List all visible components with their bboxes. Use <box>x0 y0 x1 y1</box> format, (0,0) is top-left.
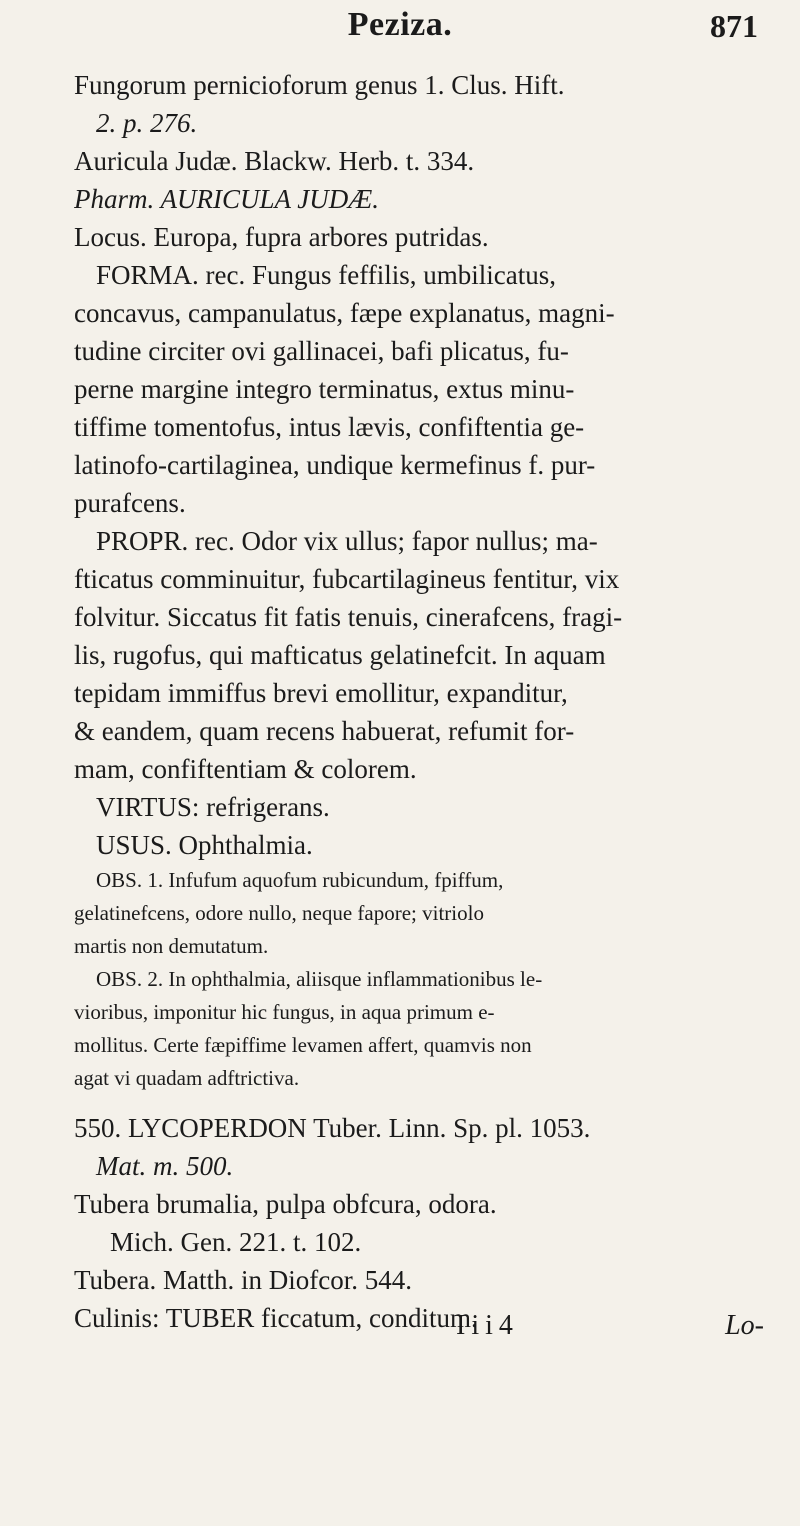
text-line: PROPR. rec. Odor vix ullus; fapor nullus; ma- <box>96 526 598 556</box>
text-line: martis non demutatum. <box>74 934 269 958</box>
text-line: & eandem, quam recens habuerat, refumit for- <box>74 716 575 746</box>
page-header <box>0 6 800 52</box>
text-line: USUS. Ophthalmia. <box>96 830 313 860</box>
text-line: OBS. 1. Infufum aquofum rubicundum, fpiffum, <box>96 868 504 892</box>
text-line: Mich. Gen. 221. t. 102. <box>110 1227 362 1257</box>
text-line: Locus. Europa, fupra arbores putridas. <box>74 222 489 252</box>
text-line: Tubera. Matth. in Diofcor. 544. <box>74 1265 412 1295</box>
page-footer <box>74 1310 764 1350</box>
text-line: fticatus comminuitur, fubcartilagineus fentitur, vix <box>74 564 620 594</box>
text-line: folvitur. Siccatus fit fatis tenuis, cinerafcens, fragi- <box>74 602 623 632</box>
section-gap <box>74 1095 764 1109</box>
text-line: tiffime tomentofus, intus lævis, confiftentia ge- <box>74 412 585 442</box>
text-line: tudine circiter ovi gallinacei, bafi plicatus, fu- <box>74 336 569 366</box>
text-line: 2. p. 276. <box>96 108 198 138</box>
text-line: vioribus, imponitur hic fungus, in aqua primum e- <box>74 1000 495 1024</box>
text-line: gelatinefcens, odore nullo, neque fapore; vitriolo <box>74 901 484 925</box>
text-line: Pharm. AURICULA JUDÆ. <box>74 184 380 214</box>
text-line: agat vi quadam adftrictiva. <box>74 1066 300 1090</box>
text-line: latinofo-cartilaginea, undique kermefinus f. pur- <box>74 450 596 480</box>
signature-mark: Iii4 <box>456 1310 519 1341</box>
text-line: perne margine integro terminatus, extus minu- <box>74 374 575 404</box>
text-line: concavus, campanulatus, fæpe explanatus, magni- <box>74 298 615 328</box>
page-body <box>74 66 764 1337</box>
text-line: OBS. 2. In ophthalmia, aliisque inflammationibus le- <box>96 967 543 991</box>
text-line: mam, confiftentiam & colorem. <box>74 754 417 784</box>
text-line: Auricula Judæ. Blackw. Herb. t. 334. <box>74 146 475 176</box>
text-line: Mat. m. 500. <box>96 1151 234 1181</box>
text-line: tepidam immiffus brevi emollitur, expanditur, <box>74 678 568 708</box>
page-number: 871 <box>710 8 758 44</box>
running-title: Peziza. <box>347 6 453 43</box>
text-line: Tubera brumalia, pulpa obfcura, odora. <box>74 1189 497 1219</box>
text-line: VIRTUS: refrigerans. <box>96 792 330 822</box>
text-line: lis, rugofus, qui mafticatus gelatinefcit. In aquam <box>74 640 606 670</box>
text-line: 550. LYCOPERDON Tuber. Linn. Sp. pl. 1053. <box>74 1113 591 1143</box>
text-line: Fungorum pernicioforum genus 1. Clus. Hift. <box>74 70 565 100</box>
text-line: FORMA. rec. Fungus feffilis, umbilicatus, <box>96 260 556 290</box>
catchword: Lo- <box>725 1310 764 1341</box>
text-line: purafcens. <box>74 488 186 518</box>
text-line: mollitus. Certe fæpiffime levamen affert, quamvis non <box>74 1033 532 1057</box>
text-line: Culinis: TUBER ficcatum, conditum. <box>74 1303 478 1333</box>
